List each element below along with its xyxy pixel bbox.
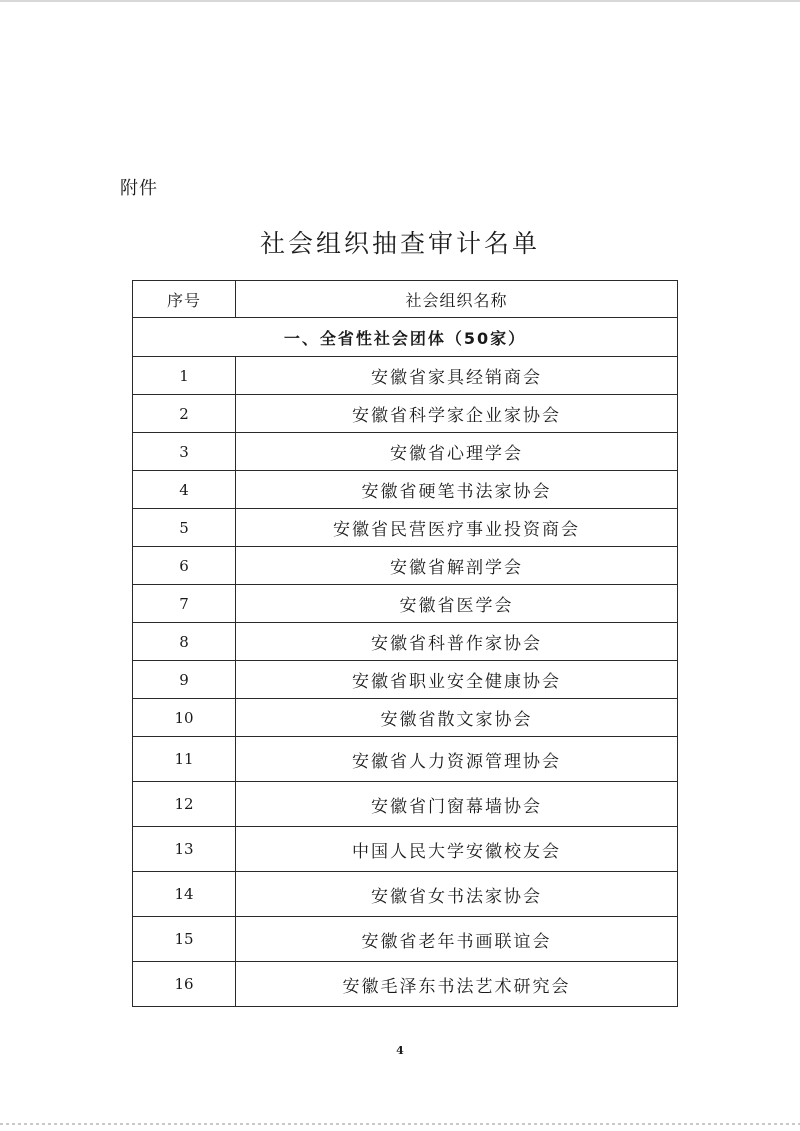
row-number: 7 [133, 585, 236, 623]
page-number: 4 [396, 1044, 404, 1057]
row-number: 5 [133, 509, 236, 547]
row-number: 3 [133, 433, 236, 471]
table-row [133, 547, 678, 585]
table-row [133, 433, 678, 471]
organization-name: 安徽省民营医疗事业投资商会 [236, 509, 678, 547]
organization-name: 安徽省科普作家协会 [236, 623, 678, 661]
organization-name: 安徽省家具经销商会 [236, 357, 678, 395]
header-organization-name: 社会组织名称 [236, 281, 678, 318]
row-number: 16 [133, 962, 236, 1007]
table-row [133, 917, 678, 962]
organization-table [132, 280, 678, 1007]
section-row [133, 318, 678, 357]
row-number: 1 [133, 357, 236, 395]
row-number: 4 [133, 471, 236, 509]
organization-name: 安徽省散文家协会 [236, 699, 678, 737]
page-bottom-edge [0, 1123, 800, 1125]
row-number: 9 [133, 661, 236, 699]
organization-name: 安徽省医学会 [236, 585, 678, 623]
document-title: 社会组织抽查审计名单 [259, 229, 540, 258]
table-header-row [133, 281, 678, 318]
organization-name: 安徽省女书法家协会 [236, 872, 678, 917]
row-number: 6 [133, 547, 236, 585]
table-row [133, 623, 678, 661]
table-row [133, 357, 678, 395]
row-number: 10 [133, 699, 236, 737]
organization-name: 安徽省硬笔书法家协会 [236, 471, 678, 509]
organization-name: 安徽省老年书画联谊会 [236, 917, 678, 962]
organization-name: 安徽省门窗幕墙协会 [236, 782, 678, 827]
organization-name: 安徽省科学家企业家协会 [236, 395, 678, 433]
organization-name: 安徽省心理学会 [236, 433, 678, 471]
header-serial-number: 序号 [133, 281, 236, 318]
row-number: 8 [133, 623, 236, 661]
table-row [133, 782, 678, 827]
table-row [133, 509, 678, 547]
row-number: 13 [133, 827, 236, 872]
organization-name: 安徽省人力资源管理协会 [236, 737, 678, 782]
row-number: 15 [133, 917, 236, 962]
row-number: 12 [133, 782, 236, 827]
table-row [133, 699, 678, 737]
table-row [133, 737, 678, 782]
table-row [133, 661, 678, 699]
organization-name: 安徽省解剖学会 [236, 547, 678, 585]
organization-name: 中国人民大学安徽校友会 [236, 827, 678, 872]
table-row [133, 585, 678, 623]
table-row [133, 827, 678, 872]
table-row [133, 395, 678, 433]
row-number: 11 [133, 737, 236, 782]
table-row [133, 872, 678, 917]
organization-name: 安徽毛泽东书法艺术研究会 [236, 962, 678, 1007]
row-number: 14 [133, 872, 236, 917]
table-row [133, 471, 678, 509]
table-row [133, 962, 678, 1007]
attachment-label: 附件 [120, 178, 158, 199]
organization-name: 安徽省职业安全健康协会 [236, 661, 678, 699]
section-heading: 一、全省性社会团体（50家） [133, 318, 678, 357]
page-top-edge [0, 0, 800, 2]
row-number: 2 [133, 395, 236, 433]
